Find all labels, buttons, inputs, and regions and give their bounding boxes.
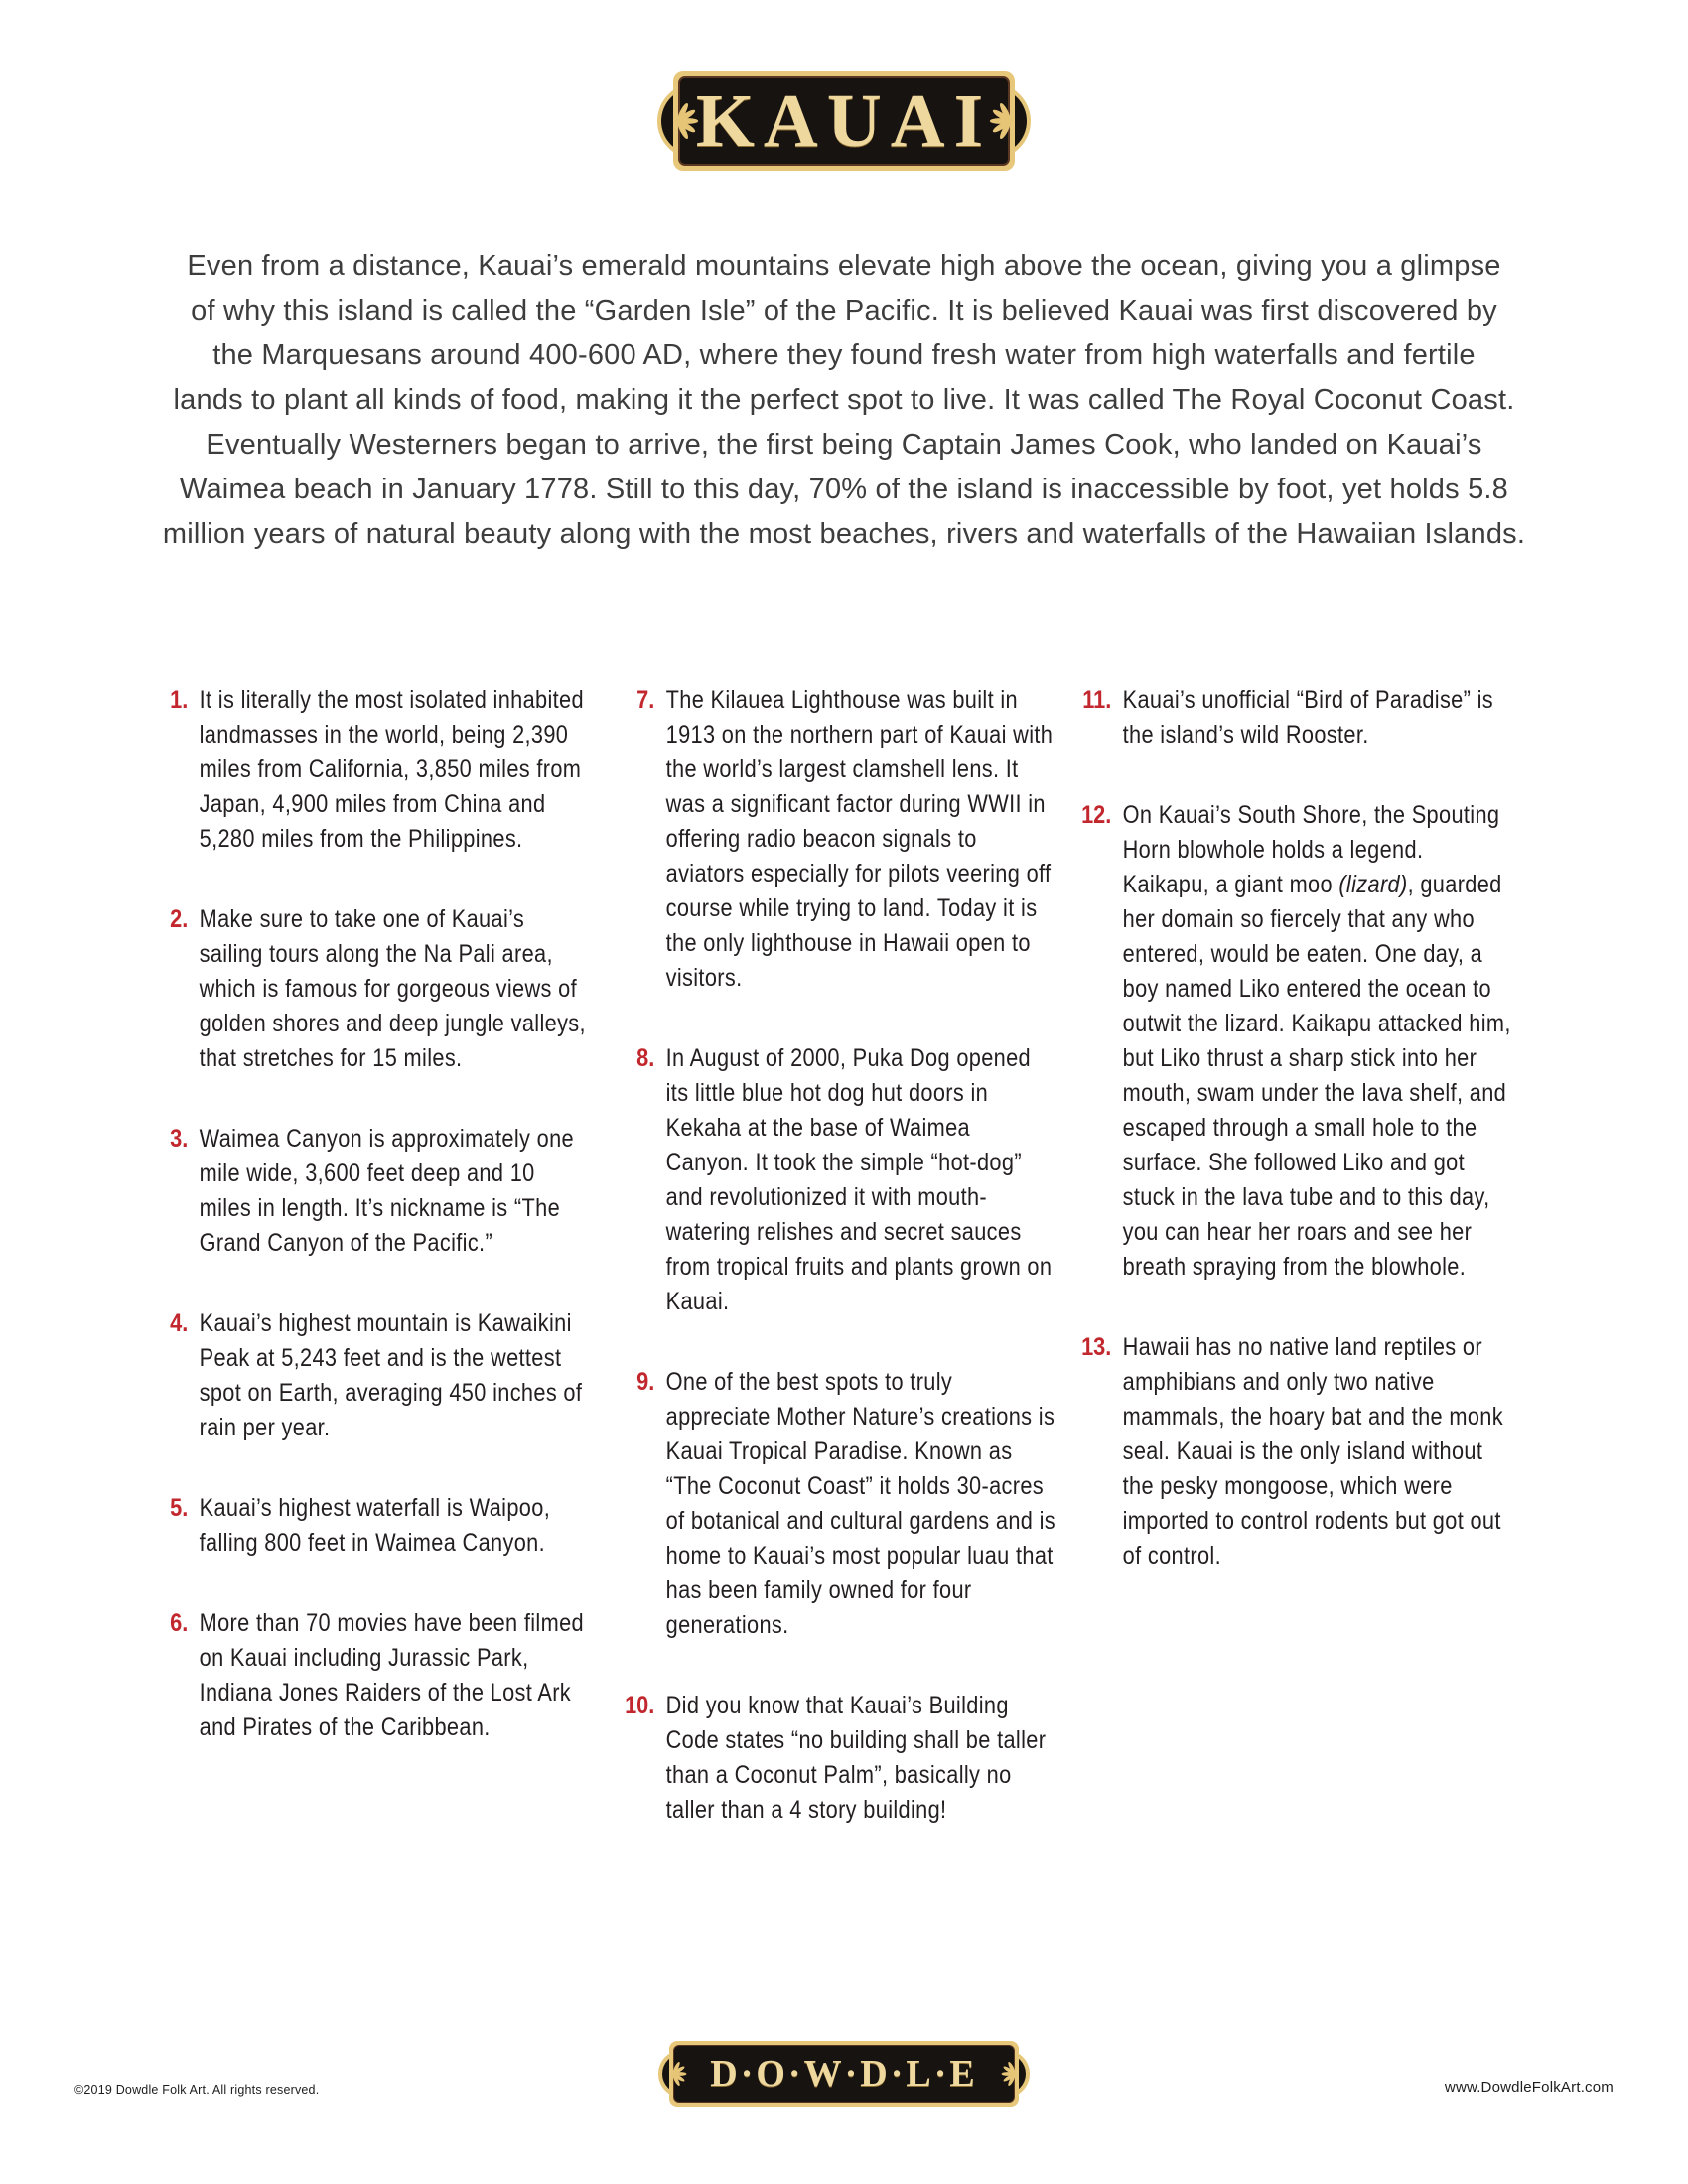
fact-item — [624, 683, 1055, 996]
facts-column-1 — [157, 683, 589, 1791]
fact-item — [624, 1689, 1055, 1828]
fact-text: Waimea Canyon is approximately one mile wide, 3,600 feet deep and 10 miles in length. It’s nickname is “The Grand Canyon of the Pacific.” — [199, 1125, 574, 1257]
intro-line: Even from a distance, Kauai’s emerald mountains elevate high above the ocean, giving you a glimpse — [187, 250, 1501, 282]
fact-number: 7. — [636, 686, 655, 714]
dowdle-logo-text: D·O·W·D·L·E — [710, 2053, 978, 2095]
fact-item — [624, 1365, 1055, 1643]
intro-line: the Marquesans around 400-600 AD, where they found fresh water from high waterfalls and fertile — [212, 340, 1476, 371]
fact-text: On Kauai’s South Shore, the Spouting Horn blowhole holds a legend. Kaikapu, a giant moo (lizard), guarded her domain so fiercely that any who entered, would be eaten. One day, a boy named Liko entered the ocean to outwit the lizard. Kaikapu attacked him, but Liko thrust a sharp stick into her mouth, swam under the lava shelf, and escaped through a small hole to the surface. She followed Liko and got stuck in the lava tube and to this day, you can hear her roars and see her breath spraying from the blowhole. — [1122, 801, 1511, 1281]
fact-text: Kauai’s highest mountain is Kawaikini Peak at 5,243 feet and is the wettest spot on Earth, averaging 450 inches of rain per year. — [199, 1309, 583, 1441]
fact-number: 3. — [170, 1125, 189, 1153]
fact-item — [157, 1491, 589, 1561]
fact-text: Kauai’s unofficial “Bird of Paradise” is the island’s wild Rooster. — [1122, 686, 1494, 749]
page-title: KAUAI — [695, 78, 993, 163]
fact-text: Make sure to take one of Kauai’s sailing tours along the Na Pali area, which is famous for gorgeous views of golden shores and deep jungle valleys, that stretches for 15 miles. — [199, 905, 586, 1072]
fact-number: 11. — [1082, 686, 1112, 714]
fact-text: Kauai’s highest waterfall is Waipoo, falling 800 feet in Waimea Canyon. — [199, 1494, 551, 1557]
fact-number: 5. — [170, 1494, 189, 1522]
fact-number: 1. — [170, 686, 189, 714]
fact-item — [157, 902, 589, 1076]
fact-number: 13. — [1081, 1333, 1112, 1361]
fact-number: 4. — [170, 1309, 189, 1337]
fact-item — [157, 1306, 589, 1445]
intro-line: Eventually Westerners began to arrive, the first being Captain James Cook, who landed on Kauai’s — [206, 429, 1482, 461]
fact-text: Hawaii has no native land reptiles or amphibians and only two native mammals, the hoary bat and the monk seal. Kauai is the only island without the pesky mongoose, which were imported to control rodents but got out of control. — [1122, 1333, 1503, 1570]
intro-paragraph — [94, 244, 1594, 557]
fact-text: More than 70 movies have been filmed on Kauai including Jurassic Park, Indiana Jones Raiders of the Lost Ark and Pirates of the Caribbean. — [199, 1609, 584, 1741]
fact-item — [157, 1606, 589, 1745]
fact-item — [1080, 1330, 1512, 1573]
fact-item — [1080, 798, 1512, 1285]
fact-item — [624, 1041, 1055, 1319]
website-url: www.DowdleFolkArt.com — [1444, 2079, 1614, 2096]
fact-number: 6. — [170, 1609, 189, 1637]
facts-column-2 — [624, 683, 1055, 1873]
fact-number: 9. — [636, 1368, 655, 1396]
dowdle-logo-plaque — [669, 2041, 1019, 2107]
kauai-title-plaque — [673, 71, 1015, 171]
fact-item — [157, 683, 589, 857]
intro-line: lands to plant all kinds of food, making it the perfect spot to live. It was called The Royal Coconut Coast. — [173, 384, 1515, 416]
intro-line: million years of natural beauty along with the most beaches, rivers and waterfalls of the Hawaiian Islands. — [162, 518, 1526, 550]
fact-number: 12. — [1081, 801, 1112, 829]
fact-item — [157, 1122, 589, 1261]
intro-line: Waimea beach in January 1778. Still to this day, 70% of the island is inaccessible by foot, yet holds 5.8 — [179, 474, 1508, 505]
fact-text: One of the best spots to truly appreciate Mother Nature’s creations is Kauai Tropical Paradise. Known as “The Coconut Coast” it holds 30-acres of botanical and cultural gardens and is home to Kauai’s most popular luau that has been family owned for four generations. — [665, 1368, 1056, 1639]
fact-text: Did you know that Kauai’s Building Code states “no building shall be taller than a Coconut Palm”, basically no taller than a 4 story building! — [665, 1692, 1047, 1824]
facts-column-3 — [1080, 683, 1512, 1619]
copyright-notice: ©2019 Dowdle Folk Art. All rights reserved. — [74, 2083, 320, 2097]
fact-number: 8. — [636, 1044, 655, 1072]
fact-text: It is literally the most isolated inhabited landmasses in the world, being 2,390 miles from California, 3,850 miles from Japan, 4,900 miles from China and 5,280 miles from the Philippines. — [199, 686, 584, 853]
fact-text: In August of 2000, Puka Dog opened its little blue hot dog hut doors in Kekaha at the base of Waimea Canyon. It took the simple “hot-dog” and revolutionized it with mouth-watering relishes and secret sauces from tropical fruits and plants grown on Kauai. — [665, 1044, 1053, 1315]
fact-text: The Kilauea Lighthouse was built in 1913 on the northern part of Kauai with the world’s largest clamshell lens. It was a significant factor during WWII in offering radio beacon signals to aviators especially for pilots veering off course while trying to land. Today it is the only lighthouse in Hawaii open to visitors. — [665, 686, 1054, 992]
fact-number: 10. — [625, 1692, 655, 1719]
intro-line: of why this island is called the “Garden Isle” of the Pacific. It is believed Kauai was first discovered by — [191, 295, 1497, 327]
fact-item — [1080, 683, 1512, 752]
fact-number: 2. — [170, 905, 189, 933]
